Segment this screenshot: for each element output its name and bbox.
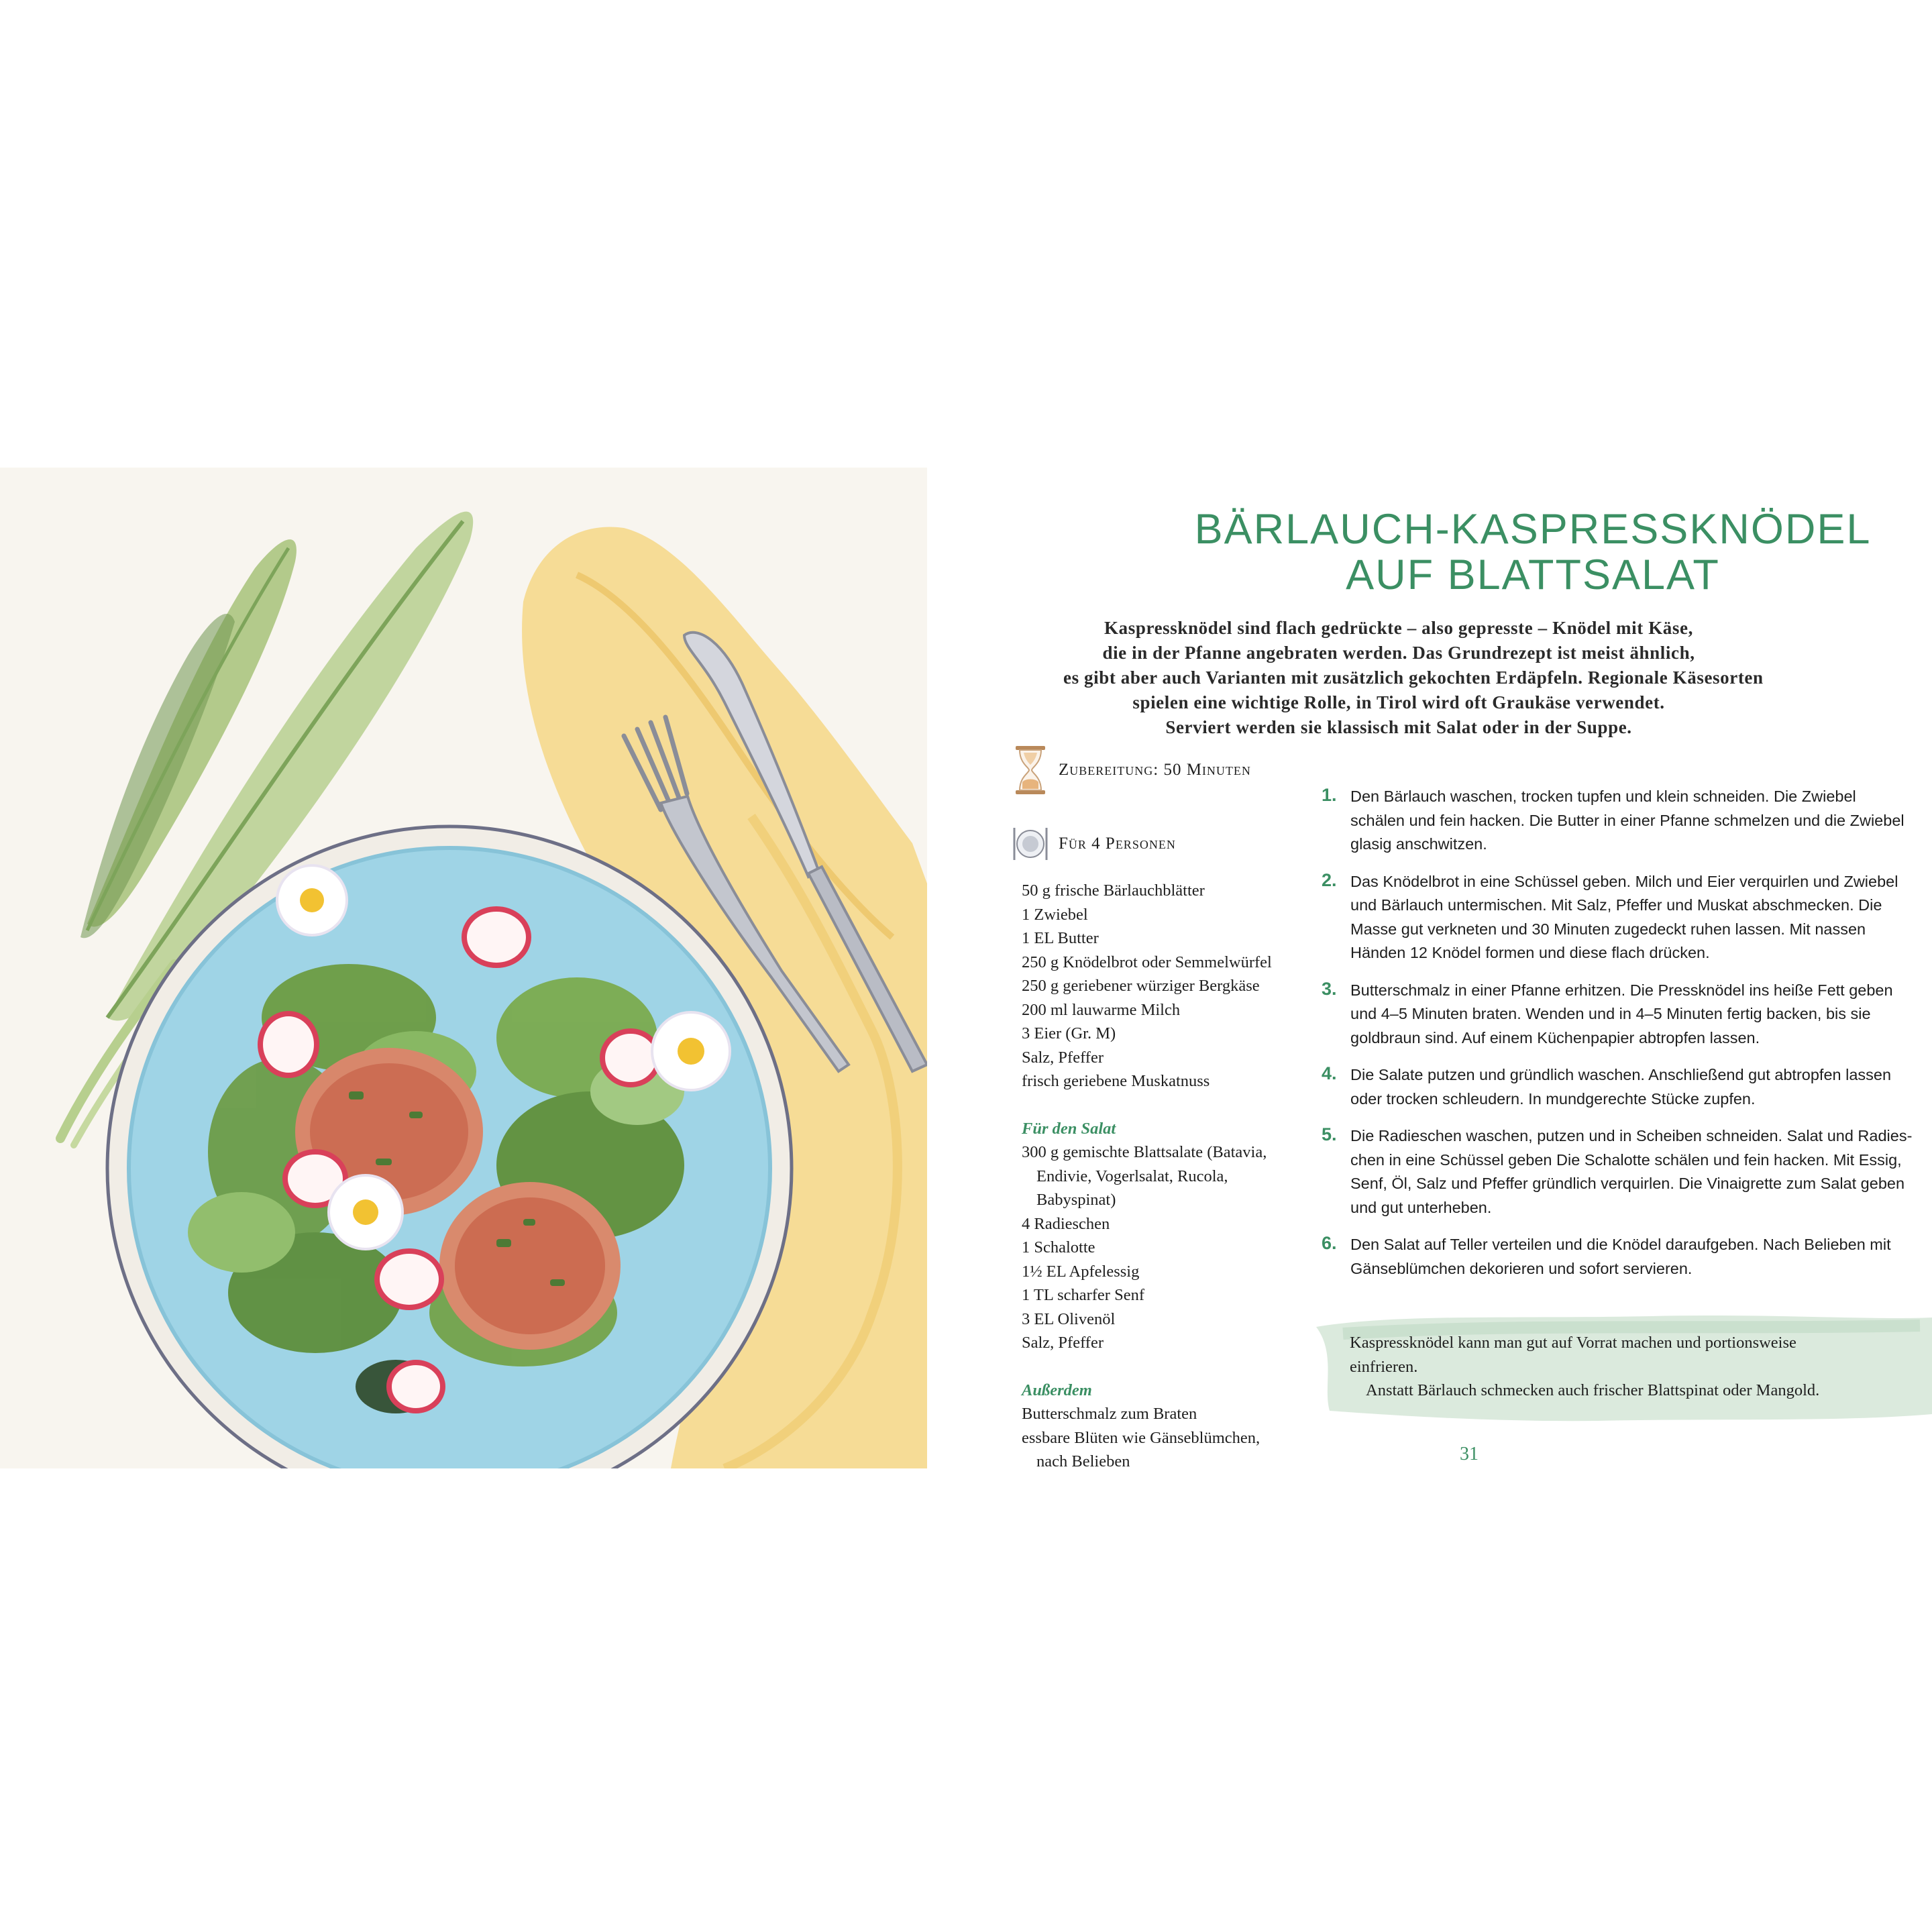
ingredient-item: 250 g geriebener würziger Bergkäse (1022, 977, 1260, 995)
ingredient-item: Babyspinat) (1036, 1191, 1116, 1209)
step-number: 3. (1322, 978, 1337, 999)
ingredient-item: 300 g gemischte Blattsalate (Batavia, (1022, 1143, 1267, 1161)
ingredient-item: 200 ml lauwarme Milch (1022, 1000, 1181, 1019)
hourglass-icon (1010, 743, 1051, 797)
step-text-line: Senf, Öl, Salz und Pfeffer gründlich verquirlen. Die Vinaigrette zum Salat geben (1350, 1175, 1905, 1192)
page-number: 31 (1460, 1444, 1479, 1464)
ingredient-item: Salz, Pfeffer (1022, 1334, 1104, 1352)
step-item (1322, 979, 1912, 1051)
ingredient-item: 1 Schalotte (1022, 1238, 1095, 1256)
preparation-steps (1322, 785, 1912, 1294)
step-item (1322, 785, 1912, 857)
title-line-2: AUF BLATTSALAT (1346, 551, 1720, 598)
step-text-line: Gänseblümchen dekorieren und sofort servieren. (1350, 1259, 1693, 1277)
ingredient-item: 250 g Knödelbrot oder Semmelwürfel (1022, 953, 1272, 971)
ingredient-item: frisch geriebene Muskatnuss (1022, 1072, 1210, 1090)
prep-time-row (1010, 743, 1251, 797)
step-text-line: und 4–5 Minuten braten. Wenden und in 4–5 Minuten fertig backen, bis sie (1350, 1005, 1871, 1022)
ingredient-item: 50 g frische Bärlauchblätter (1022, 881, 1205, 900)
tip-line: Kaspressknödel kann man gut auf Vorrat machen und portionsweise (1350, 1334, 1796, 1352)
step-text-line: oder trocken schleudern. In mundgerechte Stücke zupfen. (1350, 1089, 1756, 1108)
plate-cutlery-icon (1010, 824, 1051, 864)
step-text-line: goldbraun sind. Auf einem Küchenpapier abtropfen lassen. (1350, 1028, 1760, 1046)
step-text-line: Den Bärlauch waschen, trocken tupfen und klein schneiden. Die Zwiebel (1350, 788, 1856, 805)
step-text-line: schälen und fein hacken. Die Butter in einer Pfanne schmelzen und die Zwiebel (1350, 811, 1904, 829)
watercolor-illustration (0, 468, 927, 1468)
step-text-line: Das Knödelbrot in eine Schüssel geben. Milch und Eier verquirlen und Zwiebel (1350, 872, 1898, 890)
ingredient-item: essbare Blüten wie Gänseblümchen, (1022, 1428, 1260, 1447)
ingredient-item: Butterschmalz zum Braten (1022, 1405, 1197, 1423)
servings-row (1010, 824, 1176, 864)
step-item (1322, 1063, 1912, 1111)
step-number: 1. (1322, 785, 1337, 805)
step-number: 6. (1322, 1233, 1337, 1253)
ingredient-item: 3 EL Olivenöl (1022, 1309, 1116, 1328)
intro-line: spielen eine wichtige Rolle, in Tirol wird oft Graukäse verwendet. (1132, 692, 1665, 712)
title-line-1: BÄRLAUCH-KASPRESSKNÖDEL (1194, 506, 1872, 553)
prep-time-text: Zubereitung: 50 Minuten (1059, 761, 1251, 779)
ingredient-item: nach Belieben (1036, 1452, 1130, 1470)
ingredient-item: 1½ EL Apfelessig (1022, 1262, 1140, 1281)
step-number: 5. (1322, 1124, 1337, 1144)
ingredient-item: 4 Radieschen (1022, 1214, 1110, 1233)
step-text-line: Masse gut verkneten und 30 Minuten zugedeckt ruhen lassen. Mit nassen (1350, 920, 1866, 938)
intro-line: es gibt aber auch Varianten mit zusätzlich gekochten Erdäpfeln. Regionale Käsesorten (1063, 667, 1764, 688)
step-number: 2. (1322, 869, 1337, 890)
ingredient-item: 1 EL Butter (1022, 929, 1099, 947)
tip-text (1350, 1331, 1927, 1403)
step-item (1322, 1233, 1912, 1281)
step-item (1322, 870, 1912, 965)
tip-line: Anstatt Bärlauch schmecken auch frischer Blattspinat oder Mangold. (1366, 1381, 1820, 1399)
step-number: 4. (1322, 1063, 1337, 1083)
step-text-line: und Bärlauch untermischen. Mit Salz, Pfeffer und Muskat abschmecken. Die (1350, 896, 1882, 914)
salad-heading: Für den Salat (1022, 1119, 1116, 1138)
ingredient-item: Salz, Pfeffer (1022, 1048, 1104, 1067)
tip-line: einfrieren. (1350, 1357, 1418, 1376)
ingredients-salad (1022, 1140, 1303, 1355)
step-text-line: glasig anschwitzen. (1350, 835, 1487, 853)
ingredients-main (1022, 879, 1303, 1093)
step-item (1322, 1124, 1912, 1220)
step-text-line: Den Salat auf Teller verteilen und die Knödel daraufgeben. Nach Belieben mit (1350, 1236, 1891, 1253)
servings-text: Für 4 Personen (1059, 835, 1176, 853)
extra-heading: Außerdem (1022, 1381, 1092, 1399)
intro-line: die in der Pfanne angebraten werden. Das Grundrezept ist meist ähnlich, (1102, 643, 1695, 663)
ingredient-item: Endivie, Vogerlsalat, Rucola, (1036, 1167, 1228, 1185)
recipe-intro (1063, 616, 1764, 740)
step-text-line: Händen 12 Knödel formen und diese flach drücken. (1350, 944, 1710, 961)
ingredient-item: 1 Zwiebel (1022, 905, 1088, 924)
ingredient-item: 1 TL scharfer Senf (1022, 1286, 1144, 1304)
intro-line: Kaspressknödel sind flach gedrückte – also gepresste – Knödel mit Käse, (1104, 618, 1693, 638)
step-text-line: chen in eine Schüssel geben Die Schalotte schälen und fein hacken. Mit Essig, (1350, 1150, 1902, 1169)
ingredients-extra (1022, 1402, 1303, 1474)
step-text-line: Die Salate putzen und gründlich waschen. Anschließend gut abtropfen lassen (1350, 1066, 1892, 1083)
ingredients-list (1022, 879, 1303, 1474)
recipe-title (1073, 506, 1932, 598)
step-text-line: Die Radieschen waschen, putzen und in Scheiben schneiden. Salat und Radies- (1350, 1127, 1913, 1144)
intro-line: Serviert werden sie klassisch mit Salat oder in der Suppe. (1165, 717, 1632, 737)
ingredient-item: 3 Eier (Gr. M) (1022, 1024, 1116, 1042)
step-text-line: Butterschmalz in einer Pfanne erhitzen. Die Pressknödel ins heiße Fett geben (1350, 981, 1893, 999)
step-text-line: und gut unterheben. (1350, 1198, 1492, 1216)
tip-box (1316, 1313, 1932, 1422)
